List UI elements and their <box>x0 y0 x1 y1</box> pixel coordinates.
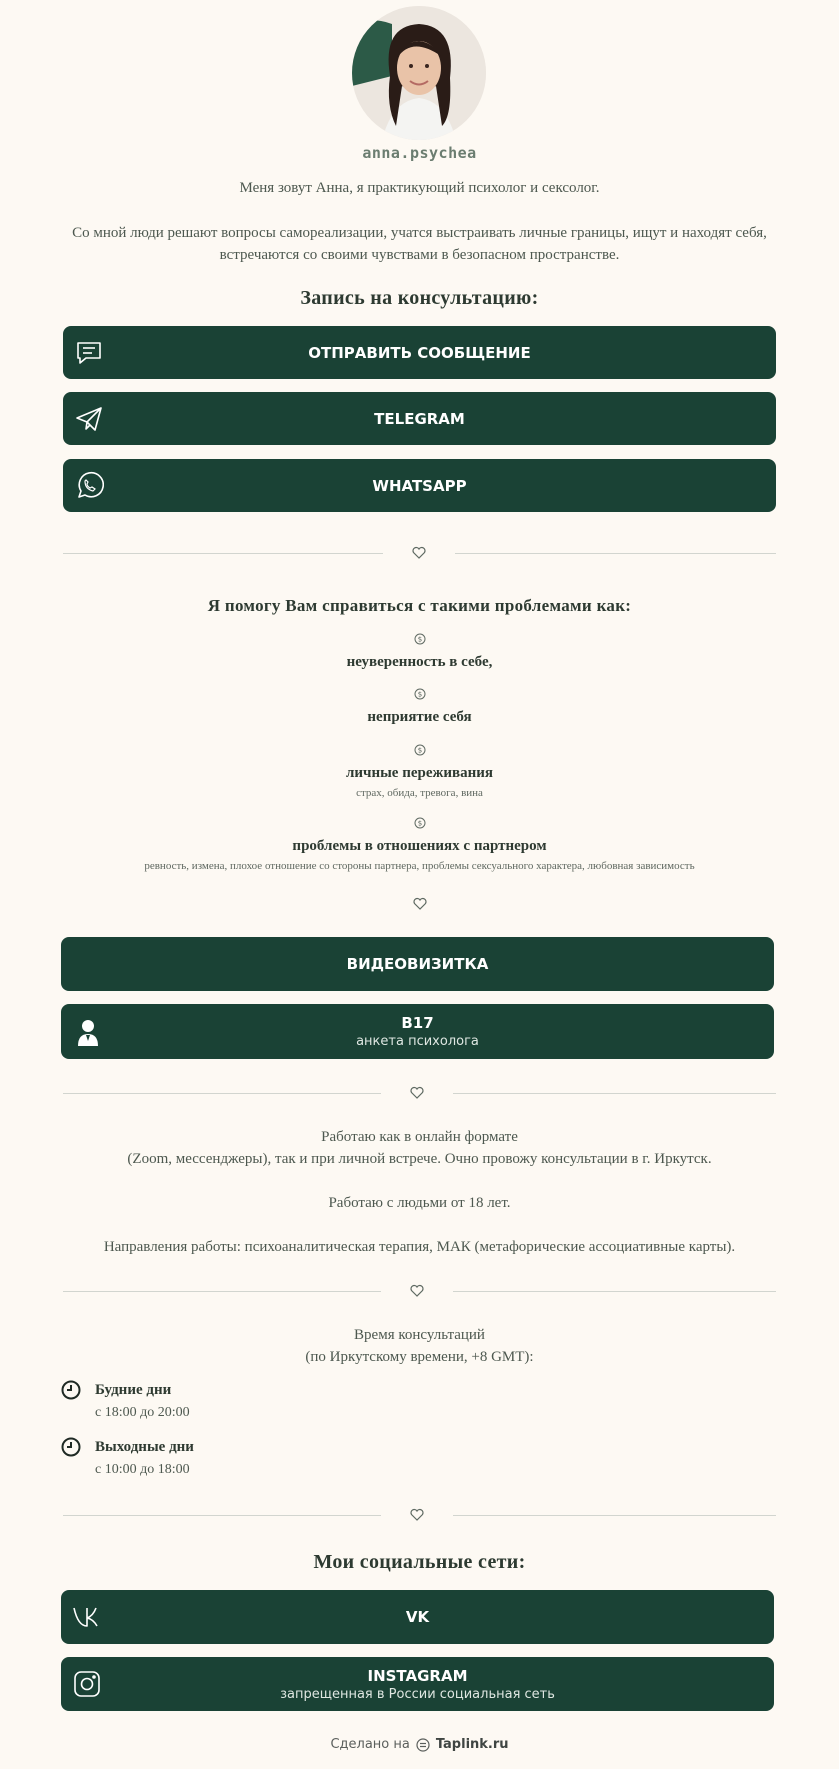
coin-icon <box>414 633 426 645</box>
problem-subtext: страх, обида, тревога, вина <box>356 787 483 799</box>
instagram-label: INSTAGRAM <box>367 1666 468 1685</box>
schedule-title-2: (по Иркутскому времени, +8 GMT): <box>305 1349 534 1365</box>
info-line-2: (Zoom, мессенджеры), так и при личной встрече. Очно провожу консультации в г. Иркутск. <box>127 1151 712 1167</box>
problem-subtext: ревность, измена, плохое отношение со стороны партнера, проблемы сексуального характера, любовная зависимость <box>144 860 695 872</box>
schedule-time: с 18:00 до 20:00 <box>95 1405 190 1420</box>
psychologist-icon <box>73 1017 103 1047</box>
problems-heading: Я помогу Вам справиться с такими проблемами как: <box>207 596 632 615</box>
send-message-label: ОТПРАВИТЬ СООБЩЕНИЕ <box>308 343 531 362</box>
problem-item: проблемы в отношениях с партнером <box>292 838 547 854</box>
footer-text: Сделано на <box>330 1737 410 1752</box>
schedule-day: Будние дни <box>95 1382 172 1398</box>
b17-sublabel: анкета психолога <box>356 1034 479 1049</box>
username: anna.psychea <box>362 144 477 162</box>
schedule-time: с 10:00 до 18:00 <box>95 1462 190 1477</box>
footer-brand-link[interactable]: Taplink.ru <box>435 1737 509 1752</box>
vk-label: VK <box>405 1608 430 1626</box>
schedule-title-1: Время консультаций <box>354 1327 485 1343</box>
svg-text:$: $ <box>417 635 422 644</box>
problem-item: личные переживания <box>345 765 494 781</box>
taplink-logo-icon <box>416 1738 430 1752</box>
avatar <box>352 6 486 140</box>
video-card-button[interactable] <box>61 937 774 991</box>
svg-text:$: $ <box>417 819 422 828</box>
whatsapp-label: WHATSAPP <box>372 476 467 495</box>
telegram-button[interactable] <box>63 392 776 445</box>
whatsapp-button[interactable] <box>63 459 776 512</box>
divider <box>63 1281 776 1301</box>
video-card-label: ВИДЕОВИЗИТКА <box>346 955 489 973</box>
telegram-icon <box>74 404 104 434</box>
coin-icon <box>414 817 426 829</box>
info-line-1: Работаю как в онлайн формате <box>321 1129 518 1145</box>
footer[interactable] <box>0 1737 839 1752</box>
svg-text:$: $ <box>417 690 422 699</box>
coin-icon <box>414 744 426 756</box>
heart-icon <box>409 1283 425 1299</box>
heart-icon <box>412 896 428 912</box>
divider <box>63 1505 776 1525</box>
intro-line-2: Со мной люди решают вопросы самореализации, учатся выстраивать личные границы, ищут и находят себя, <box>72 225 767 241</box>
clock-icon <box>61 1380 81 1400</box>
problem-item: неприятие себя <box>367 709 472 725</box>
heart-icon <box>409 1507 425 1523</box>
clock-icon <box>61 1437 81 1457</box>
whatsapp-icon <box>74 471 104 501</box>
info-line-4: Направления работы: психоаналитическая терапия, МАК (метафорические ассоциативные карты). <box>103 1239 736 1255</box>
svg-text:$: $ <box>417 746 422 755</box>
divider <box>63 1083 776 1103</box>
social-heading: Мои социальные сети: <box>313 1551 526 1573</box>
info-line-3: Работаю с людьми от 18 лет. <box>328 1195 511 1211</box>
intro-line-3: встречаются со своими чувствами в безопасном пространстве. <box>219 247 620 263</box>
send-message-button[interactable] <box>63 326 776 379</box>
vk-button[interactable] <box>61 1590 774 1644</box>
b17-button[interactable] <box>61 1004 774 1059</box>
message-icon <box>74 338 104 368</box>
coin-icon <box>414 688 426 700</box>
intro-line-1: Меня зовут Анна, я практикующий психолог и сексолог. <box>239 180 600 196</box>
instagram-sublabel: запрещенная в России социальная сеть <box>280 1686 555 1702</box>
heart-icon <box>411 545 427 561</box>
instagram-icon <box>72 1669 102 1699</box>
schedule-day: Выходные дни <box>95 1439 194 1455</box>
heart-icon <box>409 1085 425 1101</box>
divider <box>63 543 776 563</box>
booking-heading: Запись на консультацию: <box>300 287 539 309</box>
instagram-button[interactable] <box>61 1657 774 1711</box>
telegram-label: TELEGRAM <box>374 409 465 428</box>
problem-item: неуверенность в себе, <box>346 654 493 670</box>
b17-label: B17 <box>401 1014 434 1032</box>
vk-icon <box>71 1602 101 1632</box>
